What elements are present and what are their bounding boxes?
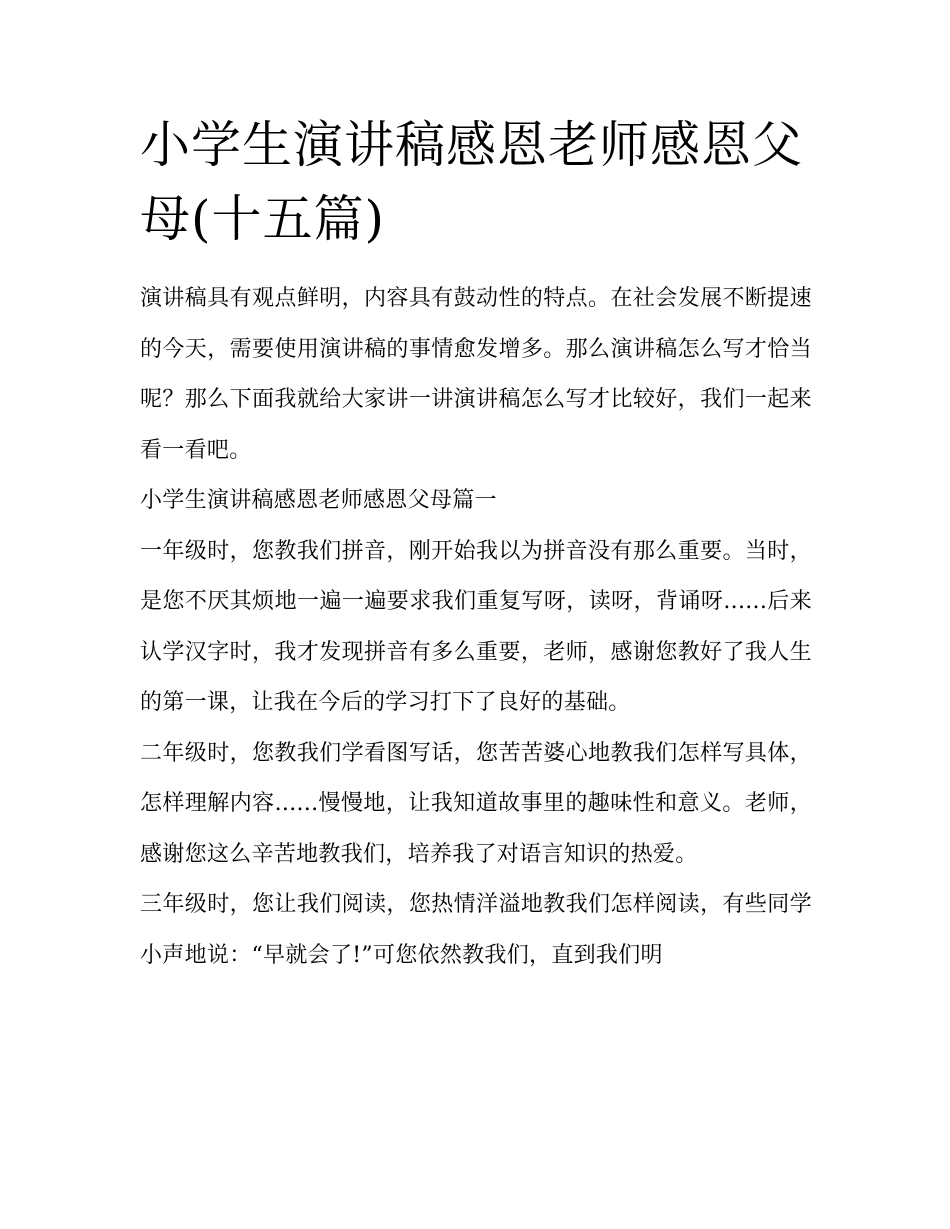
body-paragraph: 三年级时，您让我们阅读，您热情洋溢地教我们怎样阅读，有些同学小声地说：“早就会了!”可您依然教我们，直到我们明 <box>140 892 812 968</box>
body-paragraph: 一年级时，您教我们拼音，刚开始我以为拼音没有那么重要。当时，是您不厌其烦地一遍一遍要求我们重复写呀，读呀，背诵呀......后来认学汉字时，我才发现拼音有多么重要，老师，感谢您教好了我人生的第一课，让我在今后的学习打下了良好的基础。 <box>140 538 812 715</box>
document-title: 小学生演讲稿感恩老师感恩父母(十五篇) <box>140 116 803 248</box>
body-paragraph: 二年级时，您教我们学看图写话，您苦苦婆心地教我们怎样写具体，怎样理解内容......慢慢地，让我知道故事里的趣味性和意义。老师，感谢您这么辛苦地教我们，培养我了对语言知识的热爱。 <box>140 740 812 867</box>
section-heading: 小学生演讲稿感恩老师感恩父母篇一 <box>140 488 497 513</box>
document-page <box>140 108 812 981</box>
intro-paragraph: 演讲稿具有观点鲜明，内容具有鼓动性的特点。在社会发展不断提速的今天，需要使用演讲稿的事情愈发增多。那么演讲稿怎么写才恰当呢？那么下面我就给大家讲一讲演讲稿怎么写才比较好，我们一起来看一看吧。 <box>140 286 812 463</box>
